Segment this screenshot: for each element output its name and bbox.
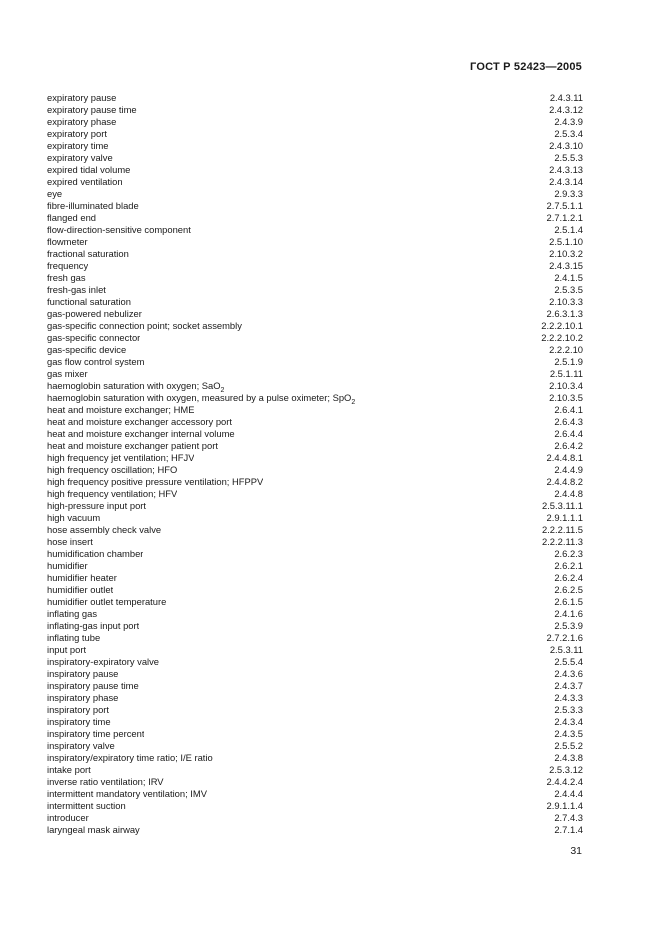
index-entry	[47, 416, 583, 428]
index-term-text: gas mixer	[47, 368, 88, 379]
index-entry	[47, 788, 583, 800]
index-section-ref: 2.4.3.10	[549, 140, 583, 151]
index-entry	[47, 716, 583, 728]
index-term	[47, 692, 118, 704]
index-term	[47, 800, 126, 812]
index-term-text: gas-specific connector	[47, 332, 141, 343]
index-entry	[47, 512, 583, 524]
index-term	[47, 248, 129, 260]
index-term-text: heat and moisture exchanger patient port	[47, 440, 218, 451]
index-section-ref: 2.4.4.8.2	[546, 476, 583, 487]
index-section-ref: 2.5.5.4	[554, 656, 583, 667]
index-entry	[47, 560, 583, 572]
index-entry	[47, 104, 583, 116]
index-section-ref: 2.6.4.3	[554, 416, 583, 427]
index-term-text: expiratory pause time	[47, 104, 137, 115]
index-section-ref: 2.4.3.12	[549, 104, 583, 115]
index-entry	[47, 524, 583, 536]
index-section-ref: 2.4.3.4	[554, 716, 583, 727]
index-section-ref: 2.5.3.11	[549, 644, 583, 655]
index-term	[47, 464, 177, 476]
document-header: ГОСТ Р 52423—2005	[470, 61, 582, 73]
index-entry	[47, 380, 583, 392]
index-entry	[47, 296, 583, 308]
index-entry	[47, 752, 583, 764]
index-term-text: laryngeal mask airway	[47, 824, 140, 835]
index-section-ref: 2.4.4.8	[554, 488, 583, 499]
index-term	[47, 632, 100, 644]
index-entry	[47, 320, 583, 332]
index-term	[47, 488, 177, 500]
index-term	[47, 512, 100, 524]
index-term-text: intake port	[47, 764, 91, 775]
index-entry	[47, 596, 583, 608]
index-entry	[47, 800, 583, 812]
index-entry	[47, 200, 583, 212]
index-entry	[47, 500, 583, 512]
index-entry	[47, 452, 583, 464]
index-entry	[47, 116, 583, 128]
index-term	[47, 656, 159, 668]
term-index-list	[47, 92, 583, 836]
index-term-text: haemoglobin saturation with oxygen; SaO	[47, 380, 221, 391]
index-section-ref: 2.4.3.7	[554, 680, 583, 691]
index-term-text: inspiratory port	[47, 704, 110, 715]
index-entry	[47, 572, 583, 584]
index-entry	[47, 284, 583, 296]
index-section-ref: 2.4.4.9	[554, 464, 583, 475]
index-term	[47, 500, 146, 512]
index-term-text: fractional saturation	[47, 248, 129, 259]
index-entry	[47, 608, 583, 620]
index-entry	[47, 236, 583, 248]
index-term-text: inspiratory pause time	[47, 680, 139, 691]
index-term-text: fresh-gas inlet	[47, 284, 106, 295]
index-entry	[47, 704, 583, 716]
index-term-text: functional saturation	[47, 296, 131, 307]
index-entry	[47, 680, 583, 692]
index-term	[47, 548, 143, 560]
index-section-ref: 2.9.1.1.4	[546, 800, 583, 811]
index-term-text: eye	[47, 188, 63, 199]
index-term	[47, 572, 117, 584]
index-term-text: haemoglobin saturation with oxygen, measured by a pulse oximeter; SpO	[47, 392, 352, 403]
index-term-text: inspiratory valve	[47, 740, 115, 751]
index-term	[47, 296, 131, 308]
index-section-ref: 2.2.2.11.3	[541, 536, 583, 547]
index-term	[47, 608, 97, 620]
index-term	[47, 212, 96, 224]
index-term	[47, 620, 139, 632]
index-entry	[47, 344, 583, 356]
index-section-ref: 2.6.4.1	[554, 404, 583, 415]
index-term-text: humidifier heater	[47, 572, 117, 583]
index-entry	[47, 272, 583, 284]
index-term	[47, 476, 263, 488]
index-entry	[47, 728, 583, 740]
index-entry	[47, 812, 583, 824]
index-entry	[47, 668, 583, 680]
index-term	[47, 356, 144, 368]
index-term	[47, 584, 113, 596]
index-term-text: humidifier outlet	[47, 584, 114, 595]
index-section-ref: 2.7.5.1.1	[546, 200, 583, 211]
index-term	[47, 392, 355, 404]
index-section-ref: 2.5.1.9	[554, 356, 583, 367]
index-entry	[47, 824, 583, 836]
index-term	[47, 236, 88, 248]
index-term	[47, 764, 91, 776]
index-section-ref: 2.5.3.4	[554, 128, 583, 139]
index-term-text: heat and moisture exchanger; HME	[47, 404, 195, 415]
index-section-ref: 2.2.2.11.5	[541, 524, 583, 535]
index-entry	[47, 404, 583, 416]
index-term-text: heat and moisture exchanger accessory port	[47, 416, 232, 427]
index-section-ref: 2.9.1.1.1	[546, 512, 583, 523]
index-term	[47, 788, 207, 800]
index-term	[47, 644, 86, 656]
index-section-ref: 2.7.4.3	[554, 812, 583, 823]
index-term-text: expiratory time	[47, 140, 109, 151]
index-entry	[47, 128, 583, 140]
index-term-text: expiratory port	[47, 128, 107, 139]
index-term-text: expiratory pause	[47, 92, 117, 103]
index-entry	[47, 488, 583, 500]
index-term	[47, 284, 106, 296]
index-section-ref: 2.7.2.1.6	[546, 632, 583, 643]
index-entry	[47, 476, 583, 488]
index-term	[47, 752, 213, 764]
index-term-text: humidifier	[47, 560, 88, 571]
index-entry	[47, 392, 583, 404]
index-section-ref: 2.4.3.5	[554, 728, 583, 739]
index-term-text: inspiratory pause	[47, 668, 119, 679]
index-section-ref: 2.5.3.3	[554, 704, 583, 715]
index-term	[47, 152, 113, 164]
index-term-text: flow-direction-sensitive component	[47, 224, 191, 235]
index-section-ref: 2.5.3.11.1	[541, 500, 583, 511]
index-section-ref: 2.10.3.2	[549, 248, 583, 259]
index-term	[47, 536, 93, 548]
index-term	[47, 524, 161, 536]
index-term-text: gas flow control system	[47, 356, 145, 367]
index-entry	[47, 764, 583, 776]
index-section-ref: 2.5.5.2	[554, 740, 583, 751]
index-term-text: high frequency jet ventilation; HFJV	[47, 452, 195, 463]
index-term-text: inspiratory-expiratory valve	[47, 656, 160, 667]
index-term	[47, 332, 140, 344]
index-term-text: expired tidal volume	[47, 164, 131, 175]
index-term	[47, 308, 142, 320]
index-entry	[47, 368, 583, 380]
index-term-text: inflating gas	[47, 608, 98, 619]
index-section-ref: 2.5.5.3	[554, 152, 583, 163]
index-term	[47, 224, 191, 236]
index-section-ref: 2.2.2.10.2	[541, 332, 583, 343]
index-entry	[47, 536, 583, 548]
index-term-text: gas-specific connection point; socket assembly	[47, 320, 242, 331]
index-section-ref: 2.10.3.4	[549, 380, 583, 391]
index-term	[47, 560, 88, 572]
index-term	[47, 140, 108, 152]
index-entry	[47, 332, 583, 344]
index-entry	[47, 356, 583, 368]
index-term	[47, 440, 218, 452]
index-section-ref: 2.7.1.4	[554, 824, 583, 835]
index-term-text: high-pressure input port	[47, 500, 147, 511]
index-section-ref: 2.7.1.2.1	[546, 212, 583, 223]
index-section-ref: 2.4.3.3	[554, 692, 583, 703]
index-term	[47, 668, 118, 680]
index-term	[47, 176, 123, 188]
index-section-ref: 2.4.3.9	[554, 116, 583, 127]
index-section-ref: 2.6.4.4	[554, 428, 583, 439]
index-entry	[47, 644, 583, 656]
index-section-ref: 2.6.4.2	[554, 440, 583, 451]
index-section-ref: 2.6.1.5	[554, 596, 583, 607]
index-term-text: flowmeter	[47, 236, 88, 247]
index-section-ref: 2.5.3.9	[554, 620, 583, 631]
page-number: 31	[570, 845, 582, 857]
index-term	[47, 380, 224, 392]
index-entry	[47, 212, 583, 224]
index-term	[47, 428, 235, 440]
index-term-text: fresh gas	[47, 272, 86, 283]
index-term	[47, 704, 109, 716]
index-section-ref: 2.4.1.6	[554, 608, 583, 619]
index-section-ref: 2.6.3.1.3	[546, 308, 583, 319]
index-section-ref: 2.2.2.10.1	[541, 320, 583, 331]
index-term-text: gas-powered nebulizer	[47, 308, 142, 319]
index-term	[47, 776, 164, 788]
index-term-subscript: 2	[351, 398, 356, 404]
index-term	[47, 164, 130, 176]
index-term-text: inspiratory time percent	[47, 728, 145, 739]
index-term-text: high frequency positive pressure ventilation; HFPPV	[47, 476, 264, 487]
index-section-ref: 2.4.3.15	[549, 260, 583, 271]
index-term	[47, 596, 166, 608]
index-entry	[47, 140, 583, 152]
index-section-ref: 2.4.4.4	[554, 788, 583, 799]
index-section-ref: 2.5.1.10	[549, 236, 583, 247]
index-term-text: gas-specific device	[47, 344, 127, 355]
index-entry	[47, 632, 583, 644]
index-term-text: expiratory phase	[47, 116, 117, 127]
index-term-subscript: 2	[220, 386, 225, 392]
index-section-ref: 2.6.2.4	[554, 572, 583, 583]
index-term-text: humidification chamber	[47, 548, 144, 559]
index-term	[47, 716, 111, 728]
index-section-ref: 2.6.2.3	[554, 548, 583, 559]
index-term-text: expired ventilation	[47, 176, 123, 187]
index-term-text: heat and moisture exchanger internal volume	[47, 428, 235, 439]
index-entry	[47, 224, 583, 236]
index-section-ref: 2.6.2.5	[554, 584, 583, 595]
index-entry	[47, 548, 583, 560]
index-term-text: high frequency ventilation; HFV	[47, 488, 178, 499]
index-term-text: inflating-gas input port	[47, 620, 140, 631]
index-section-ref: 2.5.1.4	[554, 224, 583, 235]
index-entry	[47, 692, 583, 704]
index-entry	[47, 248, 583, 260]
index-section-ref: 2.10.3.3	[549, 296, 583, 307]
index-term-text: inspiratory/expiratory time ratio; I/E ratio	[47, 752, 213, 763]
index-term	[47, 680, 139, 692]
index-term-text: hose insert	[47, 536, 93, 547]
index-section-ref: 2.4.1.5	[554, 272, 583, 283]
index-term-text: expiratory valve	[47, 152, 113, 163]
index-term	[47, 128, 107, 140]
index-term	[47, 188, 62, 200]
index-term-text: high vacuum	[47, 512, 101, 523]
index-section-ref: 2.5.3.12	[549, 764, 583, 775]
index-section-ref: 2.4.3.6	[554, 668, 583, 679]
index-entry	[47, 92, 583, 104]
index-section-ref: 2.2.2.10	[549, 344, 583, 355]
index-entry	[47, 464, 583, 476]
index-term	[47, 92, 116, 104]
index-term	[47, 740, 115, 752]
index-entry	[47, 176, 583, 188]
index-entry	[47, 428, 583, 440]
index-term-text: intermittent suction	[47, 800, 126, 811]
index-section-ref: 2.5.1.11	[549, 368, 583, 379]
index-term-text: inspiratory phase	[47, 692, 119, 703]
index-term-text: input port	[47, 644, 87, 655]
index-entry	[47, 620, 583, 632]
index-term	[47, 452, 194, 464]
index-term-text: humidifier outlet temperature	[47, 596, 167, 607]
index-entry	[47, 584, 583, 596]
index-term	[47, 368, 88, 380]
index-term-text: inverse ratio ventilation; IRV	[47, 776, 164, 787]
index-entry	[47, 656, 583, 668]
index-term-text: frequency	[47, 260, 89, 271]
index-section-ref: 2.10.3.5	[549, 392, 583, 403]
index-entry	[47, 776, 583, 788]
index-section-ref: 2.4.4.8.1	[546, 452, 583, 463]
index-term	[47, 320, 242, 332]
index-entry	[47, 164, 583, 176]
index-section-ref: 2.4.3.14	[549, 176, 583, 187]
index-term	[47, 404, 194, 416]
index-term	[47, 200, 139, 212]
index-section-ref: 2.5.3.5	[554, 284, 583, 295]
index-term-text: introducer	[47, 812, 89, 823]
index-section-ref: 2.4.3.11	[549, 92, 583, 103]
index-section-ref: 2.4.3.13	[549, 164, 583, 175]
index-term	[47, 416, 232, 428]
index-term	[47, 116, 116, 128]
index-term	[47, 272, 86, 284]
index-term	[47, 344, 126, 356]
index-term-text: hose assembly check valve	[47, 524, 162, 535]
index-section-ref: 2.9.3.3	[554, 188, 583, 199]
index-term-text: fibre-illuminated blade	[47, 200, 139, 211]
index-entry	[47, 740, 583, 752]
index-term	[47, 824, 140, 836]
index-section-ref: 2.4.3.8	[554, 752, 583, 763]
index-term-text: flanged end	[47, 212, 97, 223]
index-section-ref: 2.4.4.2.4	[546, 776, 583, 787]
index-term	[47, 812, 89, 824]
index-entry	[47, 440, 583, 452]
index-term-text: inflating tube	[47, 632, 101, 643]
index-term	[47, 260, 88, 272]
index-term	[47, 104, 137, 116]
index-section-ref: 2.6.2.1	[554, 560, 583, 571]
index-term-text: intermittent mandatory ventilation; IMV	[47, 788, 207, 799]
index-term-text: inspiratory time	[47, 716, 111, 727]
index-entry	[47, 152, 583, 164]
index-term-text: high frequency oscillation; HFO	[47, 464, 178, 475]
index-entry	[47, 308, 583, 320]
index-entry	[47, 188, 583, 200]
index-entry	[47, 260, 583, 272]
index-term	[47, 728, 144, 740]
